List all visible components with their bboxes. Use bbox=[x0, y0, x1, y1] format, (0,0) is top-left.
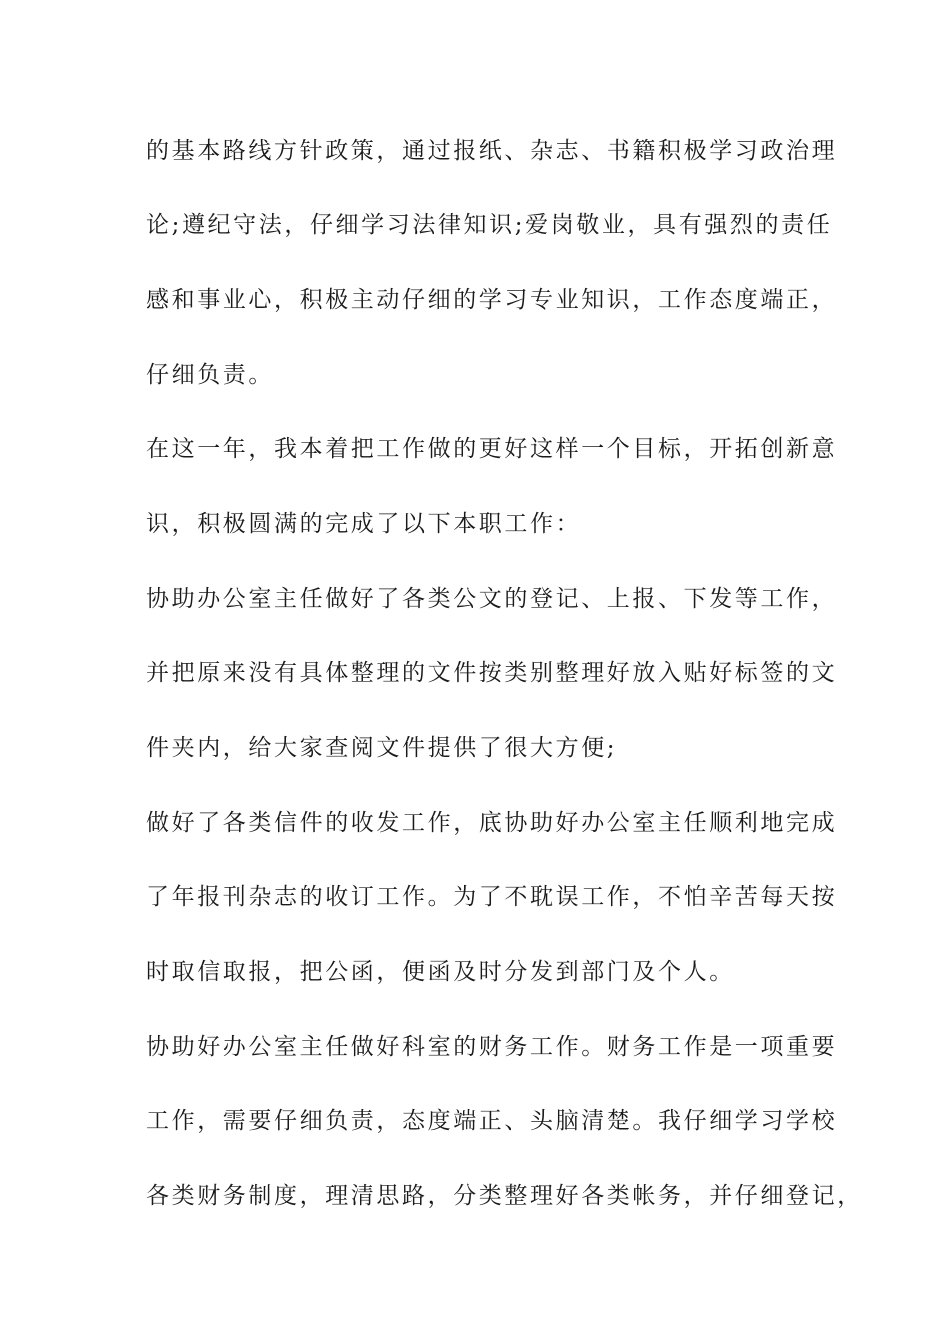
text-line: 做好了各类信件的收发工作，底协助好办公室主任顺利地完成 bbox=[146, 810, 838, 836]
text-line: 件夹内，给大家查阅文件提供了很大方便; bbox=[146, 735, 618, 761]
text-line: 了年报刊杂志的收订工作。为了不耽误工作，不怕辛苦每天按 bbox=[146, 884, 838, 910]
text-line: 并把原来没有具体整理的文件按类别整理好放入贴好标签的文 bbox=[146, 660, 838, 686]
text-line: 的基本路线方针政策，通过报纸、杂志、书籍积极学习政治理 bbox=[146, 138, 838, 164]
text-line: 时取信取报，把公函，便函及时分发到部门及个人。 bbox=[146, 959, 735, 985]
text-line: 协助办公室主任做好了各类公文的登记、上报、下发等工作， bbox=[146, 586, 838, 612]
text-line: 工作，需要仔细负责，态度端正、头脑清楚。我仔细学习学校 bbox=[146, 1108, 838, 1134]
text-line: 协助好办公室主任做好科室的财务工作。财务工作是一项重要 bbox=[146, 1034, 838, 1060]
text-line: 识，积极圆满的完成了以下本职工作： bbox=[146, 511, 582, 537]
text-line: 感和事业心，积极主动仔细的学习专业知识，工作态度端正， bbox=[146, 287, 838, 313]
text-line: 在这一年，我本着把工作做的更好这样一个目标，开拓创新意 bbox=[146, 436, 838, 462]
text-line: 各类财务制度，理清思路，分类整理好各类帐务，并仔细登记， bbox=[146, 1183, 863, 1209]
text-line: 仔细负责。 bbox=[146, 362, 274, 388]
text-line: 论;遵纪守法，仔细学习法律知识;爱岗敬业，具有强烈的责任 bbox=[146, 212, 833, 238]
